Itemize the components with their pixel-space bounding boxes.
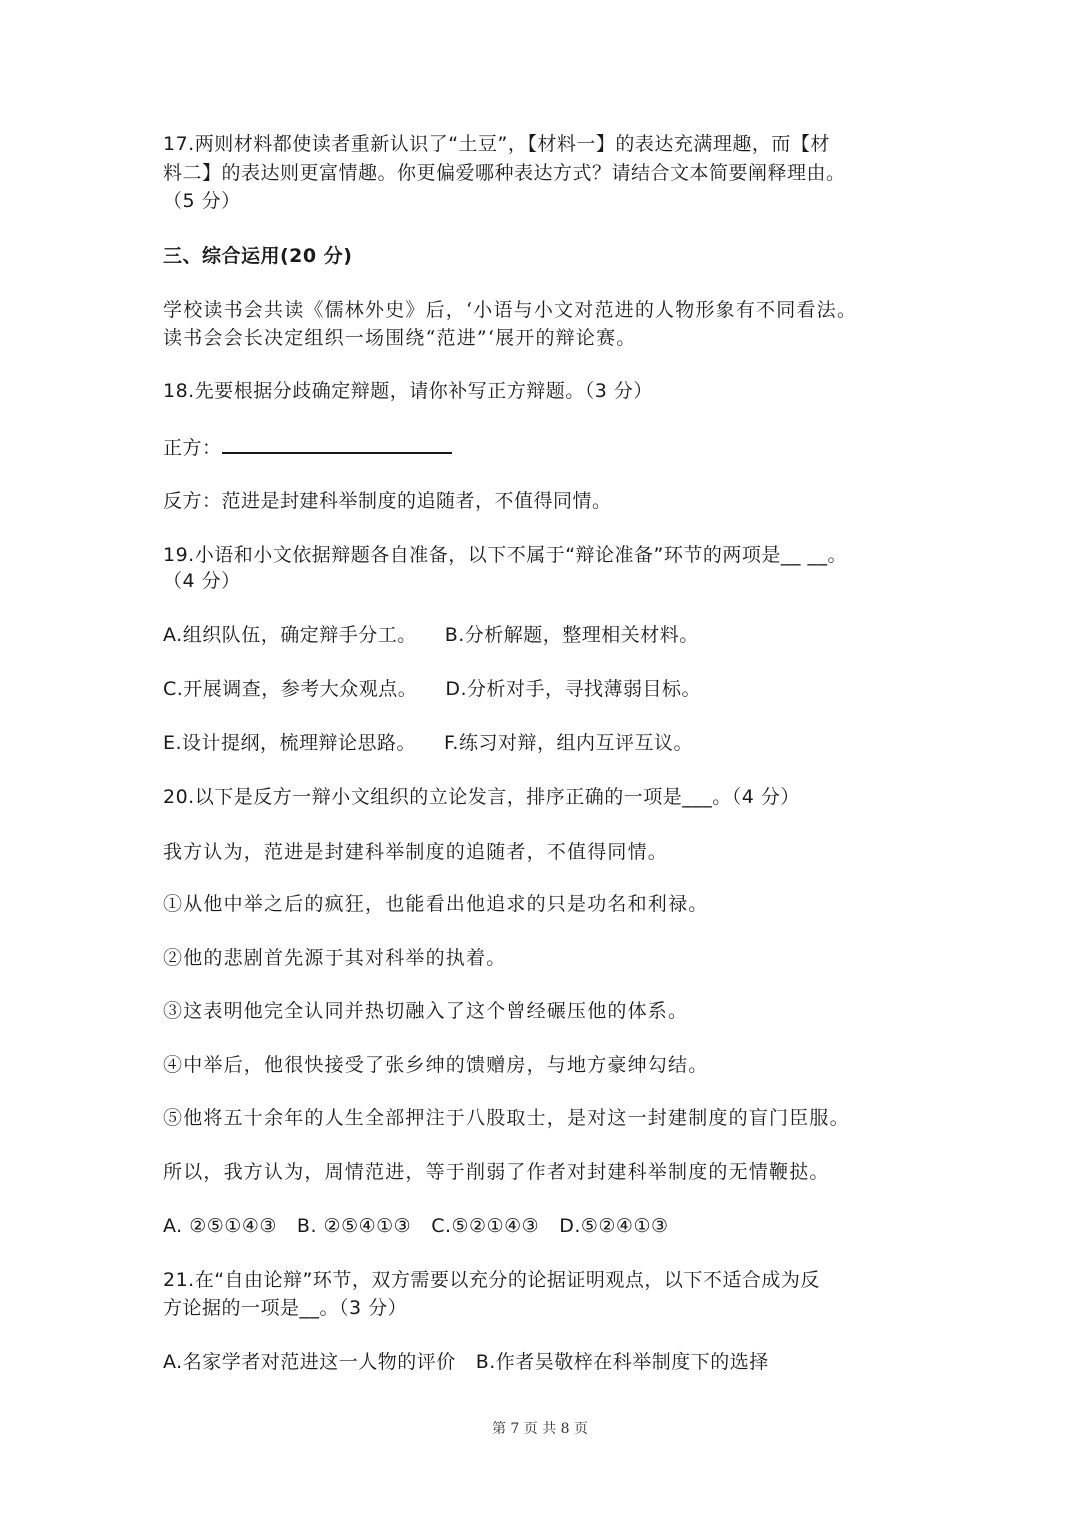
q20-option-a: A. ②⑤①④③ xyxy=(163,1215,277,1237)
q19-option-row-3 xyxy=(163,729,693,757)
q19-line-1: 19.小语和小文依据辩题各自准备，以下不属于“辩论准备”环节的两项是__ __。 xyxy=(163,544,847,566)
intro-line-2: 读书会会长决定组织一场围绕“范进”‘展开的辩论赛。 xyxy=(163,327,637,349)
q20-item-1: ①从他中举之后的疯狂，也能看出他追求的只是功名和利禄。 xyxy=(163,893,709,915)
q19-option-d: D.分析对手，寻找薄弱目标。 xyxy=(445,678,701,700)
pro-answer-blank[interactable] xyxy=(222,432,452,454)
q17-line-1: 17.两则材料都使读者重新认识了“土豆”，【材料一】的表达充满理趣，而【材 xyxy=(163,133,830,155)
q21-option-a: A.名家学者对范进这一人物的评价 xyxy=(163,1351,456,1373)
q17-line-3: （5 分） xyxy=(163,190,241,212)
q21-option-b: B.作者吴敬梓在科举制度下的选择 xyxy=(475,1351,769,1373)
q19-line-2: （4 分） xyxy=(163,570,241,592)
q17-line-2: 料二】的表达则更富情趣。你更偏爱哪种表达方式？请结合文本简要阐释理由。 xyxy=(163,162,846,184)
intro-line-1: 学校读书会共读《儒林外史》后，‘小语与小文对范进的人物形象有不同看法。 xyxy=(163,299,858,321)
q20-option-c: C.⑤②①④③ xyxy=(431,1215,540,1237)
q20-closing: 所以，我方认为，周情范进，等于削弱了作者对封建科举制度的无情鞭挞。 xyxy=(163,1161,830,1183)
q20-opening: 我方认为，范进是封建科举制度的追随者，不值得同情。 xyxy=(163,841,669,863)
section-title: 三、综合运用(20 分) xyxy=(163,245,353,267)
q19-option-f: F.练习对辩，组内互评互议。 xyxy=(444,732,693,754)
q21-line-2: 方论据的一项是__。（3 分） xyxy=(163,1297,408,1319)
q21-options-row xyxy=(163,1348,769,1376)
q20-item-4: ④中举后，他很快接受了张乡绅的馈赠房，与地方豪绅勾结。 xyxy=(163,1054,709,1076)
q20-question: 20.以下是反方一辩小文组织的立论发言，排序正确的一项是___。（4 分） xyxy=(163,786,800,808)
q20-item-3: ③这表明他完全认同并热切融入了这个曾经碾压他的体系。 xyxy=(163,1000,689,1022)
page-footer: 第 7 页 共 8 页 xyxy=(491,1421,589,1437)
q19-option-row-2 xyxy=(163,675,701,703)
q20-option-d: D.⑤②④①③ xyxy=(559,1215,669,1237)
q18-question: 18.先要根据分歧确定辩题，请你补写正方辩题。（3 分） xyxy=(163,380,653,402)
q20-options-row xyxy=(163,1212,669,1240)
q20-item-5: ⑤他将五十余年的人生全部押注于八股取士，是对这一封建制度的盲门臣服。 xyxy=(163,1107,850,1129)
pro-label: 正方： xyxy=(163,437,222,459)
q19-option-row-1 xyxy=(163,621,699,649)
q21-line-1: 21.在“自由论辩”环节，双方需要以充分的论据证明观点，以下不适合成为反 xyxy=(163,1269,820,1291)
q18-con: 反方：范进是封建科举制度的追随者，不值得同情。 xyxy=(163,490,612,512)
q19-option-a: A.组织队伍，确定辩手分工。 xyxy=(163,624,417,646)
q19-option-c: C.开展调查，参考大众观点。 xyxy=(163,678,418,700)
q19-option-b: B.分析解题，整理相关材料。 xyxy=(444,624,699,646)
q18-pro-line xyxy=(163,432,452,462)
q20-option-b: B. ②⑤④①③ xyxy=(296,1215,412,1237)
q19-option-e: E.设计提纲，梳理辩论思路。 xyxy=(163,732,417,754)
q20-item-2: ②他的悲剧首先源于其对科举的执着。 xyxy=(163,947,507,969)
